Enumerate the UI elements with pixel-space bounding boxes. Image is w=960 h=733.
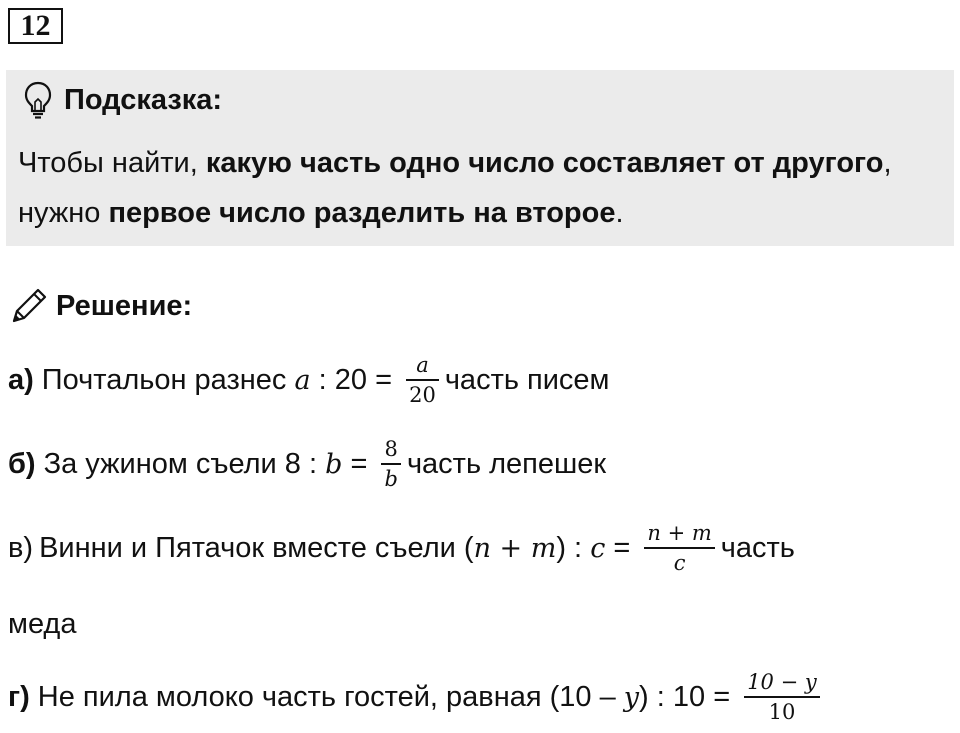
hint-box bbox=[6, 70, 954, 246]
item-a-op: : 20 = bbox=[310, 363, 401, 396]
fraction-a-bar bbox=[406, 379, 439, 381]
solution-title: Решение: bbox=[56, 289, 193, 322]
fraction-d bbox=[744, 670, 820, 724]
fraction-c-denominator: c bbox=[673, 551, 686, 575]
item-b-text: За ужином съели 8 : bbox=[43, 447, 326, 480]
item-d-mid: ) : 10 = bbox=[639, 680, 739, 713]
item-c-text: Винни и Пятачок вместе съели ( bbox=[39, 531, 474, 564]
solution-line-c-continued bbox=[8, 602, 76, 646]
hint-title: Подсказка: bbox=[64, 83, 223, 116]
hint-header bbox=[22, 78, 222, 122]
hint-text-1: Чтобы найти, bbox=[18, 147, 206, 179]
fraction-c-numerator: n + m bbox=[647, 521, 712, 545]
fraction-c bbox=[644, 521, 714, 575]
solution-line-a bbox=[8, 350, 609, 410]
fraction-b-bar bbox=[381, 463, 400, 465]
lightbulb-icon bbox=[22, 80, 54, 120]
item-c-op: = bbox=[605, 531, 639, 564]
fraction-d-denominator: 10 bbox=[768, 700, 796, 724]
pencil-icon bbox=[8, 285, 50, 327]
item-label-a: а) bbox=[8, 363, 34, 396]
item-a-text: Почтальон разнес bbox=[41, 363, 295, 396]
item-c-after: часть bbox=[720, 531, 795, 564]
hint-text-3: . bbox=[615, 197, 624, 229]
solution-line-c bbox=[8, 518, 795, 578]
fraction-b-denominator: b bbox=[384, 467, 398, 491]
item-label-d: г) bbox=[8, 680, 30, 713]
item-d-var: y bbox=[623, 681, 640, 713]
item-a-var: a bbox=[294, 364, 311, 396]
item-b-var: b bbox=[325, 448, 343, 480]
item-c-next-line: меда bbox=[8, 607, 77, 640]
fraction-d-bar bbox=[744, 696, 820, 698]
item-c-expr: n + m bbox=[473, 532, 557, 564]
item-b-op: = bbox=[342, 447, 376, 480]
item-a-after: часть писем bbox=[444, 363, 610, 396]
hint-text-2: , нужно bbox=[18, 147, 892, 229]
solution-line-b bbox=[8, 434, 606, 494]
fraction-b-numerator: 8 bbox=[384, 437, 398, 461]
fraction-c-bar bbox=[644, 547, 714, 549]
fraction-d-numerator: 10 − y bbox=[747, 670, 817, 694]
item-d-text: Не пила молоко часть гостей, равная (10 – bbox=[37, 680, 624, 713]
fraction-a-denominator: 20 bbox=[409, 383, 436, 407]
fraction-a-numerator: a bbox=[416, 353, 429, 377]
task-number: 12 bbox=[8, 8, 63, 44]
solution-line-d bbox=[8, 666, 826, 728]
item-c-var: c bbox=[590, 532, 606, 564]
item-label-b: б) bbox=[8, 447, 36, 480]
item-b-after: часть лепешек bbox=[406, 447, 607, 480]
hint-text bbox=[18, 138, 938, 238]
hint-bold-2: первое число разделить на второе bbox=[108, 197, 616, 229]
solution-header bbox=[8, 282, 192, 330]
fraction-b bbox=[381, 437, 400, 491]
hint-bold-1: какую часть одно число составляет от другого bbox=[205, 147, 884, 179]
item-label-c: в) bbox=[8, 531, 34, 564]
fraction-a bbox=[406, 353, 439, 407]
item-c-mid: ) : bbox=[556, 531, 591, 564]
